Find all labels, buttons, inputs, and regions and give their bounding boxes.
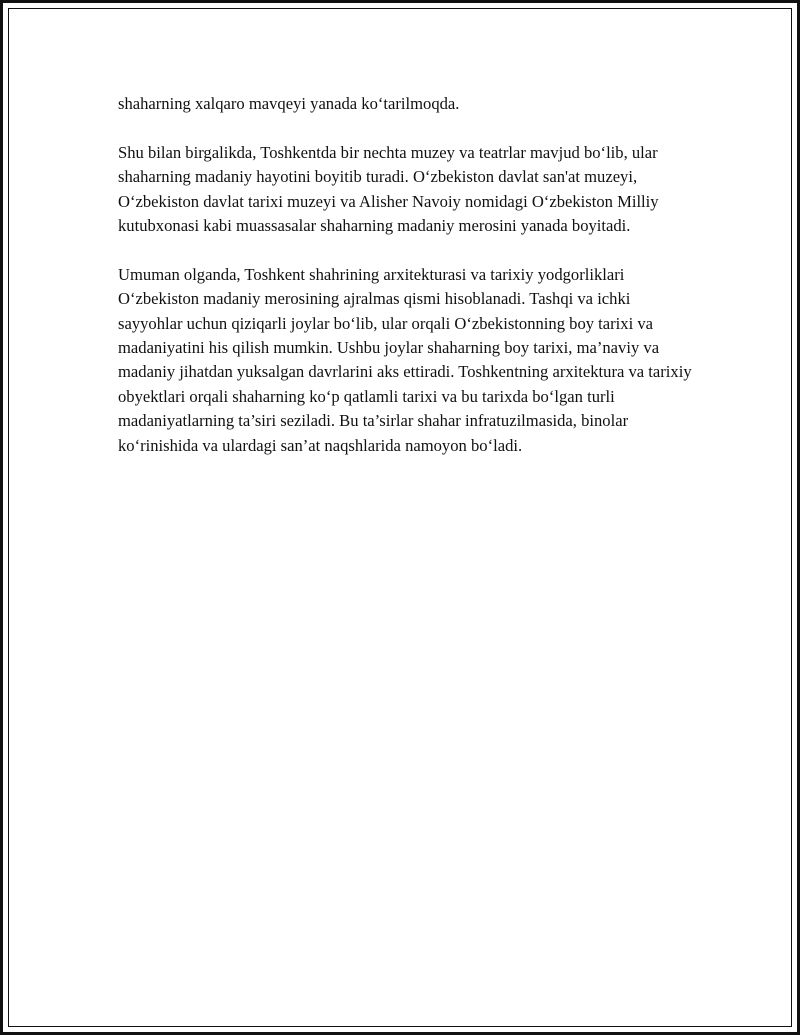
paragraph-2: Shu bilan birgalikda, Toshkentda bir nechta muzey va teatrlar mavjud bo‘lib, ular shaharning madaniy hayotini boyitib turadi. O‘zbekiston davlat san'at muzeyi, O‘zbekiston davlat tarixi muzeyi va Alisher Navoiy nomidagi O‘zbekiston Milliy kutubxonasi kabi muassasalar shaharning madaniy merosini yanada boyitadi. <box>118 142 659 236</box>
paragraph-1: shaharning xalqaro mavqeyi yanada ko‘tarilmoqda. <box>118 94 460 113</box>
document-body <box>118 92 698 482</box>
paragraph-3: Umuman olganda, Toshkent shahrining arxitekturasi va tarixiy yodgorliklari O‘zbekiston madaniy merosining ajralmas qismi hisoblanadi. Tashqi va ichki sayyohlar uchun qiziqarli joylar bo‘lib, ular orqali O‘zbekistonning boy tarixi va madaniyatini his qilish mumkin. Ushbu joylar shaharning boy tarixi, ma’naviy va madaniy jihatdan yuksalgan davrlarini aks ettiradi. Toshkentning arxitektura va tarixiy obyektlari orqali shaharning ko‘p qatlamli tarixi va bu tarixda bo‘lgan turli madaniyatlarning ta’siri seziladi. Bu ta’sirlar shahar infratuzilmasida, binolar ko‘rinishida va ulardagi san’at naqshlarida namoyon bo‘ladi. <box>118 264 692 455</box>
